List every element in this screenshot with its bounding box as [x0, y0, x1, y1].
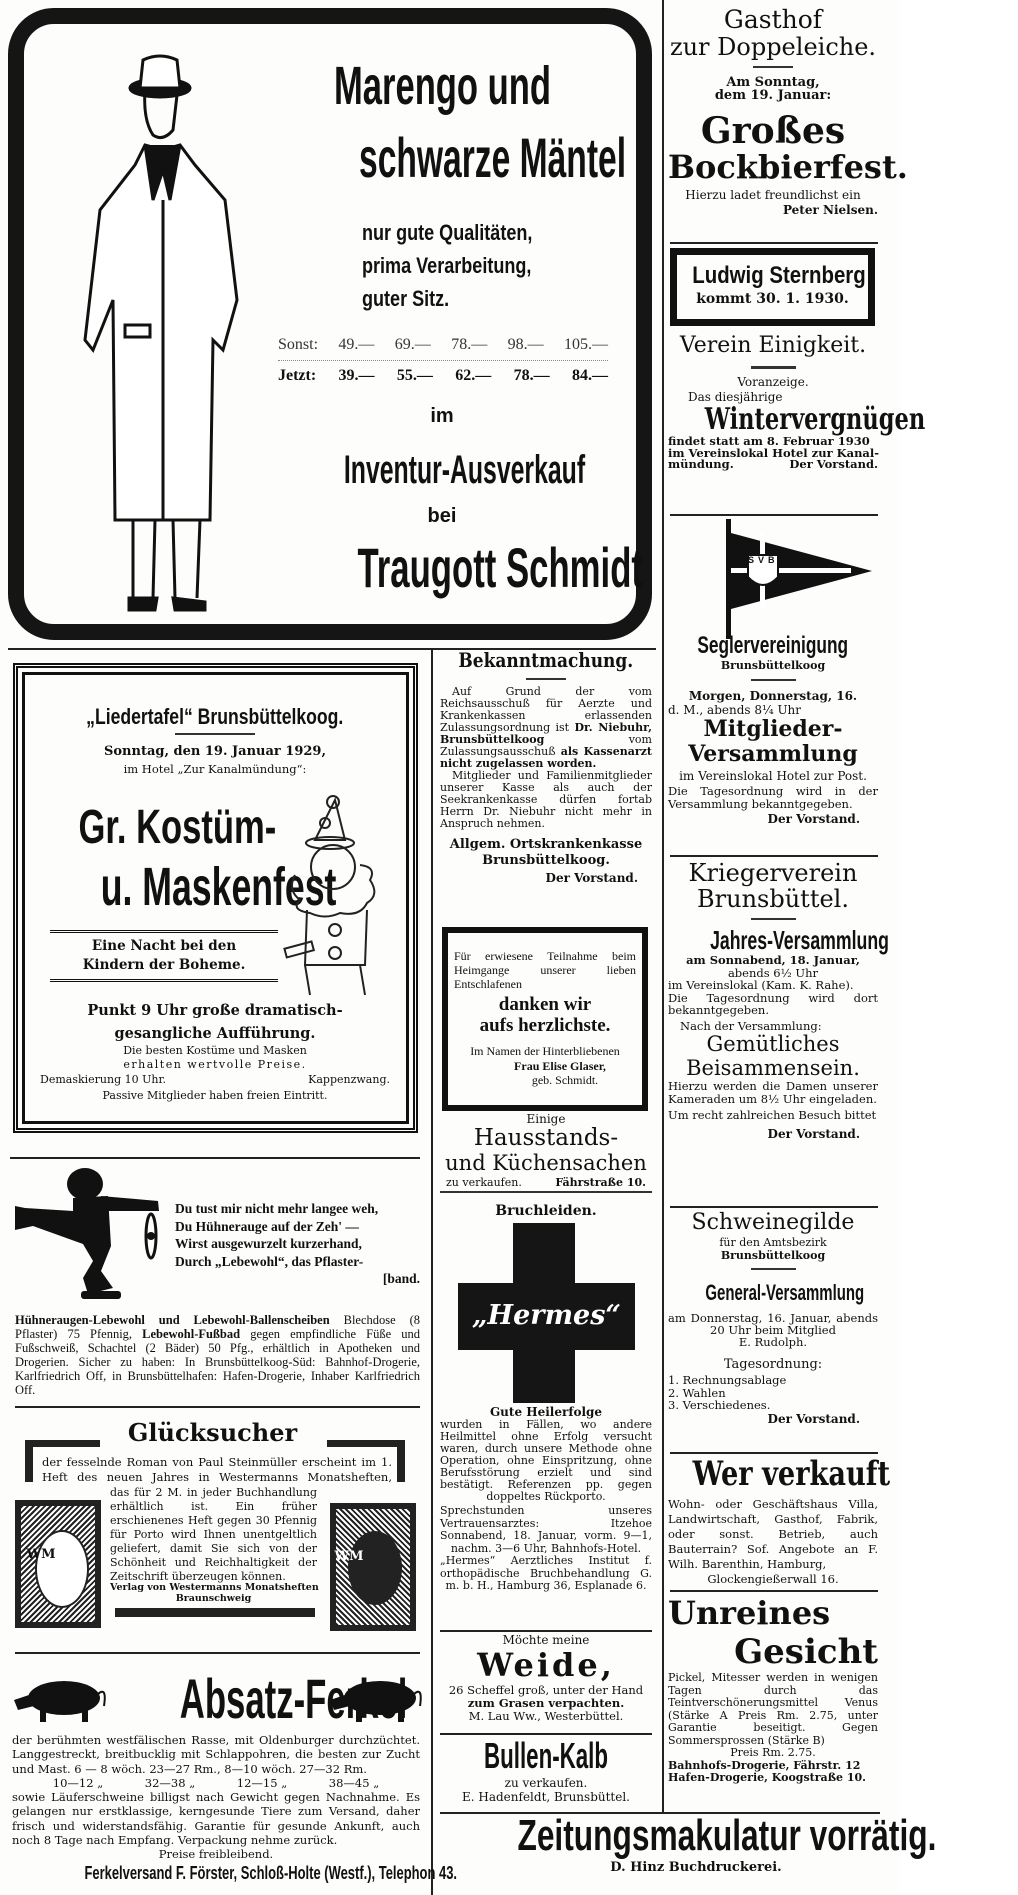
poem-line: [band. — [382, 1271, 420, 1286]
coat-headline-2: schwarze Mäntel — [359, 126, 627, 189]
hermes-ad — [440, 1405, 652, 1593]
krieger-event: Jahres-Versammlung — [710, 925, 889, 955]
poem-line: Durch „Lebewohl“, das Pflaster- — [175, 1253, 364, 1269]
bekanntmachung-org: Brunsbüttelkoog. — [482, 853, 610, 868]
price-now: 62.— — [455, 367, 492, 384]
sternberg-date: kommt 30. 1. 1930. — [696, 291, 849, 307]
hermes-institute: „Hermes“ Aerztliches Institut f. orthopädische Bruchbehandlung G. m. b. H., Hamburg 36, Esplanade 6. — [440, 1554, 652, 1592]
hermes-title: Bruchleiden. — [495, 1203, 597, 1219]
coat-price-table — [278, 336, 608, 385]
poem-line: Wirst ausgewurzelt kurzerhand, — [175, 1236, 362, 1251]
price-before: 98.— — [507, 336, 544, 353]
ferkel-ad — [12, 1733, 458, 1884]
schweinegilde-agenda-label: Tagesordnung: — [723, 1357, 823, 1372]
bekanntmachung-text: Mitglieder und Familienmitglieder unserer Kasse als auch der Seekrankenkasse dürfen fortab Herrn Dr. Niebuhr nicht mehr in Anspruch nehmen. — [440, 769, 652, 830]
sternberg-box — [670, 248, 875, 326]
segler-agenda: Die Tagesordnung wird in der Versammlung bekanntgegeben. — [668, 784, 878, 811]
price-now: 55.— — [396, 367, 433, 384]
ferkel-price: 10—12 „ — [52, 1775, 104, 1790]
gasthof-host: Peter Nielsen. — [782, 203, 878, 217]
gluecksucher-text: der fesselnde Roman von Paul Steinmüller erscheint im 1. Heft des neuen Jahres in Westermanns Monatsheften, — [42, 1455, 392, 1484]
hermes-hours: Sprechstunden unseres Vertrauensarztes: Itzehoe Sonnabend, 18. Januar, vorm. 9—1, nachm. 3—6 Uhr, Bahnhofs-Hotel. — [440, 1504, 652, 1555]
segler-title: Seglervereinigung — [697, 632, 849, 659]
corn-plaster-figure-illustration — [13, 1166, 153, 1301]
segler-event: Versammlung — [688, 741, 858, 767]
man-in-coat-illustration — [45, 50, 275, 610]
weide-ad — [440, 1633, 652, 1723]
makulatur-ad — [436, 1811, 937, 1876]
coat-feature: guter Sitz. — [362, 286, 450, 311]
wer-verkauft-title: Wer verkauft — [692, 1454, 891, 1494]
danksagung-nee: geb. Schmidt. — [531, 1073, 599, 1087]
einigkeit-event: Wintervergnügen — [704, 402, 926, 437]
weide-title: Weide, — [477, 1646, 615, 1684]
bullen-kalb-ad — [440, 1736, 652, 1804]
krieger-title: Kriegerverein — [688, 859, 858, 887]
schweinegilde-sub: für den Amtsbezirk — [719, 1236, 827, 1249]
bekanntmachung-bold: Dr. Niebuhr, Brunsbüttelkoog — [440, 721, 653, 746]
gluecksucher-publisher: Braunschweig — [175, 1593, 252, 1604]
cover-letters: WM — [26, 1547, 56, 1562]
coat-bei: bei — [427, 505, 457, 527]
lebewohl-text-part: gegen empfindliche Füße und Fußschweiß, Schachtel (2 Bäder) 50 Pfg., erhältlich in Apotheken und Drogerien. Sicher zu haben: In Brunsbüttelkoog-Süd: Bahnhof-Drogerie, Karlfriedrich Off, in Brunsbüttelhafen: Hafen-Drogerie, Inhaber Karlfriedrich Off. — [15, 1327, 421, 1397]
divider — [10, 1157, 420, 1159]
schweinegilde-date: am Donnerstag, 16. Januar, abends 20 Uhr beim Mitglied — [668, 1311, 878, 1337]
motto-line: Eine Nacht bei den — [91, 938, 237, 954]
unreines-title: Gesicht — [734, 1632, 878, 1672]
liedertafel-show: Punkt 9 Uhr große dramatisch- — [87, 1002, 343, 1019]
short-rule — [751, 1268, 796, 1270]
segler-date: d. M., abends 8¼ Uhr — [668, 703, 802, 717]
einigkeit-pre: Voranzeige. — [737, 375, 809, 389]
price-before: 105.— — [563, 336, 608, 353]
krieger-social: Gemütliches — [706, 1032, 840, 1056]
einigkeit-ad — [668, 332, 926, 471]
gluecksucher-publisher: Verlag von Westermanns Monatsheften — [110, 1582, 319, 1593]
krieger-venue: im Vereinslokal (Kam. K. Rahe). — [668, 978, 854, 992]
schweinegilde-title: Schweinegilde — [691, 1210, 855, 1235]
ferkel-price: 38—45 „ — [328, 1775, 380, 1790]
liedertafel-ad — [30, 703, 400, 777]
danksagung-thanks: aufs herzlichste. — [479, 1015, 611, 1036]
motto-line: Kindern der Boheme. — [82, 957, 246, 973]
liedertafel-motto — [50, 930, 278, 982]
liedertafel-title: „Liedertafel“ Brunsbüttelkoog. — [86, 704, 344, 729]
gluecksucher-text: das für 2 M. in jeder Buchhandlung erhältlich ist. Ein früher erschienenes Heft gegen 30 Pfennig für Porto wird Ihnen unentgeltlich geliefert, damit Sie sich von der Schönheit und Reichhaltigkeit der Zeitschrift überzeugen können. — [110, 1486, 317, 1583]
bekanntmachung-title: Bekanntmachung. — [458, 648, 634, 672]
pennant-flag-icon — [722, 519, 877, 639]
hausstand-sale: zu verkaufen. — [446, 1176, 522, 1189]
clown-illustration — [285, 795, 395, 995]
divider — [670, 1590, 878, 1592]
bekanntmachung-sign: Der Vorstand. — [545, 871, 638, 885]
danksagung-thanks: danken wir — [498, 994, 592, 1015]
hausstand-title: und Küchensachen — [445, 1151, 647, 1175]
weide-pre: Möchte meine — [502, 1633, 590, 1647]
short-rule — [751, 366, 796, 369]
gasthof-event: Großes — [700, 110, 846, 152]
ferkel-price: 32—38 „ — [144, 1775, 196, 1790]
divider — [670, 242, 878, 244]
weide-bold: zum Grasen verpachten. — [467, 1696, 625, 1710]
unreines-shop: Bahnhofs-Drogerie, Fährstr. 12 — [668, 1758, 861, 1772]
bullen-title: Bullen-Kalb — [483, 1735, 608, 1776]
lebewohl-text-part: Blechdose (8 Pflaster) 75 Pfennig, — [15, 1313, 421, 1341]
agenda-item: 2. Wahlen — [668, 1385, 726, 1400]
segler-ad — [668, 632, 878, 827]
short-rule — [175, 733, 255, 735]
liedertafel-venue: im Hotel „Zur Kanalmündung“: — [123, 762, 307, 776]
liedertafel-members: Passive Mitglieder haben freien Eintritt. — [102, 1089, 328, 1102]
wer-verkauft-text: Wohn- oder Geschäftshaus Villa, Landwirtschaft, Gasthof, Fabrik, oder sonst. Betrieb, auch Bauterrain? Sof. Angebote an F. Wilh. Barenthin, Hamburg, — [668, 1497, 878, 1571]
einigkeit-text: im Vereinslokal Hotel zur Kanal- — [668, 445, 880, 460]
magazine-cover-right — [330, 1503, 416, 1631]
liedertafel-caps: Kappenzwang. — [308, 1073, 390, 1086]
divider — [15, 1652, 420, 1654]
danksagung-box — [442, 927, 648, 1111]
liedertafel-date: Sonntag, den 19. Januar 1929, — [104, 744, 326, 759]
column-rule — [662, 0, 664, 1812]
poem-line: Du tust mir nicht mehr langee weh, — [175, 1201, 379, 1216]
weide-text: 26 Scheffel groß, unter der Hand — [448, 1683, 644, 1697]
krieger-ad — [668, 859, 889, 1142]
schweinegilde-sign: Der Vorstand. — [767, 1411, 860, 1426]
pennant-letters: SVB — [748, 555, 779, 565]
hermes-text: wurden in Fällen, wo andere Heilmittel ohne Erfolg versucht waren, durch unsere Methode ohne Operation, ohne Einspritzung, ohne Berufsstörung erzielt und sind bestätigt. Referenzen pp. gegen doppeltes Rückporto. — [440, 1418, 652, 1503]
bekanntmachung-text: Auf Grund der vom Reichsausschuß für Aerzte und Krankenkassen erlassenden Zulassungsordnung ist — [440, 685, 652, 734]
schweinegilde-member: E. Rudolph. — [738, 1335, 808, 1349]
bullen-sign: E. Hadenfeldt, Brunsbüttel. — [461, 1790, 630, 1804]
unreines-gesicht-ad — [668, 1594, 878, 1785]
short-rule — [751, 679, 796, 681]
ferkel-text: der berühmten westfälischen Rasse, mit Oldenburger durchzüchtet. Langgestreckt, breitbucklig mit Schlappohren, die besten zur Zucht und Mast. 6 — 8 wöch. 23—27 Rm., 8—10 wöch. 27—32 Rm. — [12, 1733, 420, 1776]
ferkel-text: sowie Läuferschweine billigst nach Gewicht gegen Nachnahme. Es gelangen nur erstklassige, kerngesunde Tiere zum Versand, daher frisch und widerstandsfähig. Garantie für gesunde Ankunft, auch noch 8 Tage nach Empfang. Verpackung nehme zurück. — [12, 1790, 420, 1848]
hermes-logo: „Hermes“ — [472, 1300, 621, 1331]
einigkeit-title: Verein Einigkeit. — [679, 333, 867, 358]
einigkeit-text: mündung. — [668, 457, 734, 471]
gasthof-ad — [668, 5, 908, 218]
bekanntmachung-bold: als Kassenarzt nicht zugelassen worden. — [440, 745, 652, 770]
unreines-title: Unreines — [668, 1594, 831, 1632]
gasthof-subtitle: zur Doppeleiche. — [669, 33, 877, 61]
segler-place: Brunsbüttelkoog — [720, 659, 826, 672]
segler-event: Mitglieder- — [703, 716, 843, 742]
bekanntmachung-text: vom Zulassungsausschuß — [440, 733, 652, 758]
bullen-sale: zu verkaufen. — [504, 1776, 588, 1790]
liedertafel-details — [40, 998, 390, 1103]
einigkeit-intro: Das diesjährige — [688, 390, 783, 404]
short-rule — [751, 918, 796, 920]
unreines-text: Pickel, Mitesser werden in wenigen Tagen durch das Teintverschönerungsmittel Venus (Stärke A Preis Rm. 2.75, unter Garantie beseitigt. Gegen Sommersprossen (Stärke B) — [668, 1671, 878, 1747]
bekanntmachung-org: Allgem. Ortskrankenkasse — [449, 837, 643, 852]
schweinegilde-ad — [668, 1210, 878, 1426]
krieger-date: am Sonnabend, 18. Januar, — [686, 953, 860, 967]
krieger-agenda: Die Tagesordnung wird dort bekanntgegeben. — [668, 990, 878, 1017]
liedertafel-prizes: Die besten Kostüme und Masken — [123, 1044, 307, 1057]
wer-verkauft-address: Glockengießerwall 16. — [707, 1572, 839, 1586]
ferkel-title: Absatz-Ferkel — [179, 1667, 408, 1730]
coat-sale: Inventur-Ausverkauf — [343, 448, 586, 492]
gasthof-date: Am Sonntag, — [726, 75, 820, 90]
lebewohl-text — [15, 1313, 420, 1397]
wer-verkauft-ad — [668, 1454, 891, 1587]
hausstand-address: Fährstraße 10. — [555, 1176, 646, 1189]
ferkel-note: Preise freibleibend. — [158, 1847, 274, 1862]
liedertafel-unmask: Demaskierung 10 Uhr. — [40, 1073, 167, 1086]
gluecksucher-title: Glücksucher — [127, 1418, 298, 1447]
einigkeit-sign: Der Vorstand. — [789, 457, 878, 471]
price-now: 84.— — [571, 367, 608, 384]
poem-line: Du Hühnerauge auf der Zeh' — — [175, 1218, 359, 1234]
lebewohl-poem — [175, 1200, 420, 1288]
divider — [670, 1206, 878, 1208]
einigkeit-text: findet statt am 8. Februar 1930 — [668, 434, 870, 448]
krieger-sign: Der Vorstand. — [767, 1127, 860, 1141]
price-now: 39.— — [338, 367, 375, 384]
danksagung-on-behalf: Im Namen der Hinterbliebenen — [470, 1044, 620, 1058]
krieger-title: Brunsbüttel. — [697, 885, 849, 913]
gasthof-date: dem 19. Januar: — [714, 88, 832, 103]
makulatur-sign: D. Hinz Buchdruckerei. — [610, 1860, 782, 1875]
short-rule — [526, 678, 566, 680]
price-before: 78.— — [451, 336, 488, 353]
gluecksucher-bar — [115, 1608, 315, 1617]
short-rule — [753, 66, 793, 68]
liedertafel-prizes: erhalten wertvolle Preise. — [123, 1058, 307, 1071]
krieger-invite: Hierzu werden die Damen unserer Kameraden um 8½ Uhr eingeladen. — [668, 1079, 878, 1106]
bekanntmachung-ad — [440, 646, 652, 887]
unreines-price: Preis Rm. 2.75. — [730, 1746, 816, 1759]
danksagung-name: Frau Elise Glaser, — [514, 1059, 606, 1073]
agenda-item: 3. Verschiedenes. — [668, 1398, 771, 1412]
hausstand-title: Hausstands- — [473, 1125, 619, 1151]
ferkel-price: 12—15 „ — [236, 1775, 288, 1790]
coat-im: im — [430, 405, 454, 427]
magazine-cover-left — [15, 1500, 101, 1628]
liedertafel-event: u. Maskenfest — [100, 857, 337, 917]
gasthof-title: Gasthof — [723, 5, 823, 34]
makulatur-title: Zeitungsmakulatur vorrätig. — [517, 1811, 937, 1860]
gasthof-invite: Hierzu ladet freundlichst ein — [685, 188, 861, 202]
hausstand-pre: Einige — [526, 1112, 566, 1126]
ferkel-sign: Ferkelversand F. Förster, Schloß-Holte (Westf.), Telephon 43. — [84, 1862, 458, 1883]
segler-venue: im Vereinslokal Hotel zur Post. — [679, 769, 867, 783]
schweinegilde-event: General-Versammlung — [705, 1280, 865, 1305]
column-rule — [431, 650, 433, 1895]
price-now: 78.— — [513, 367, 550, 384]
price-before: 69.— — [394, 336, 431, 353]
segler-date: Morgen, Donnerstag, 16. — [688, 689, 858, 703]
divider — [15, 1406, 420, 1408]
krieger-social: Beisammensein. — [686, 1056, 860, 1080]
coat-shop-name: Traugott Schmidt — [357, 536, 643, 599]
price-label-before: Sonst: — [278, 336, 319, 353]
liedertafel-event: Gr. Kostüm- — [78, 801, 277, 854]
coat-feature: nur gute Qualitäten, — [362, 220, 533, 245]
cover-letters: WM — [334, 1549, 364, 1564]
lebewohl-bold: Lebewohl-Fußbad — [142, 1327, 241, 1341]
krieger-date: abends 6½ Uhr — [727, 965, 819, 980]
schweinegilde-place: Brunsbüttelkoog — [720, 1249, 826, 1262]
gasthof-event: Bockbierfest. — [668, 148, 908, 186]
krieger-after: Nach der Versammlung: — [680, 1018, 822, 1033]
hausstand-ad — [440, 1112, 652, 1193]
liedertafel-show: gesangliche Aufführung. — [114, 1025, 316, 1042]
divider — [440, 1630, 652, 1632]
price-label-now: Jetzt: — [278, 367, 317, 384]
agenda-item: 1. Rechnungsablage — [668, 1373, 787, 1387]
price-before: 49.— — [338, 336, 375, 353]
lebewohl-bold: Hühneraugen-Lebewohl und Lebewohl-Ballenscheiben — [15, 1313, 330, 1327]
segler-sign: Der Vorstand. — [767, 812, 860, 826]
weide-sign: M. Lau Ww., Westerbüttel. — [468, 1709, 624, 1723]
divider — [670, 514, 878, 516]
pig-icon — [12, 1676, 107, 1726]
hermes-sub: Gute Heilerfolge — [489, 1405, 603, 1419]
unreines-shop: Hafen-Drogerie, Koogstraße 10. — [668, 1771, 867, 1784]
divider — [670, 855, 878, 857]
coat-headline-1: Marengo und — [333, 56, 551, 116]
sternberg-name: Ludwig Sternberg — [692, 262, 866, 289]
krieger-ask: Um recht zahlreichen Besuch bittet — [668, 1108, 877, 1122]
coat-feature: prima Verarbeitung, — [362, 253, 532, 278]
danksagung-intro: Für erwiesene Teilnahme beim Heimgange unserer lieben Entschlafenen — [454, 949, 636, 991]
